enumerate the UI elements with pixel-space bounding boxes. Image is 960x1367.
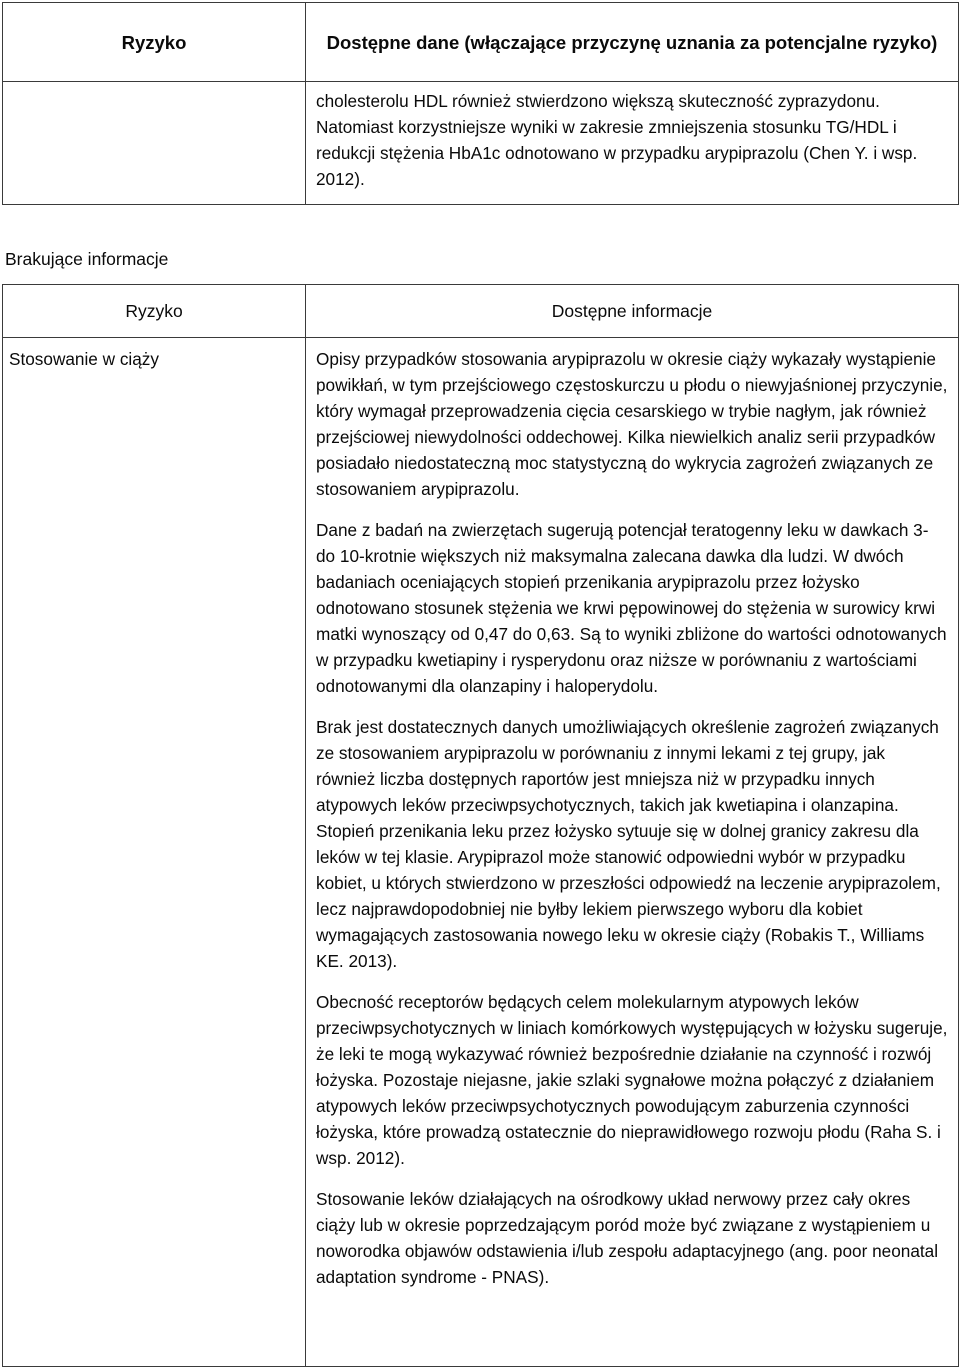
info-paragraph: Obecność receptorów będących celem molekularnym atypowych leków przeciwpsychotycznych w liniach komórkowych występujących w łożysku sugeruje, że leki te mogą wykazywać również bezpośrednie działanie na czynność i rozwój łożyska. Pozostaje niejasne, jakie szlaki sygnałowe można połączyć z działaniem atypowych leków przeciwpsychotycznych powodującym zaburzenia czynności łożyska, które prowadzą ostatecznie do nieprawidłowego rozwoju płodu (Raha S. i wsp. 2012). <box>316 992 948 1168</box>
header-risk-cell: Ryzyko <box>3 3 306 82</box>
info-paragraph: Brak jest dostatecznych danych umożliwiających określenie zagrożeń związanych ze stosowaniem arypiprazolu w porównaniu z innymi lekami z tej grupy, jak również liczba dostępnych raportów jest mniejsza niż w przypadku innych atypowych leków przeciwpsychotycznych, takich jak kwetiapina i olanzapina. Stopień przenikania leku przez łożysko sytuuje się w dolnej granicy zakresu dla leków w tej klasie. Arypiprazol może stanowić odpowiedni wybór w przypadku kobiet, u których stwierdzono w przeszłości odpowiedź na leczenie arypiprazolem, lecz najprawdopodobniej nie byłby lekiem pierwszego wyboru dla kobiet wymagających zastosowania nowego leku w okresie ciąży (Robakis T., Williams KE. 2013). <box>316 717 941 971</box>
table-row <box>3 82 959 205</box>
risk-name-cell: Stosowanie w ciąży <box>3 338 306 1367</box>
table-row <box>3 338 959 1367</box>
table-header-row <box>3 285 959 338</box>
available-data-cell: cholesterolu HDL również stwierdzono większą skuteczność zyprazydonu. Natomiast korzystniejsze wyniki w zakresie zmniejszenia stosunku TG/HDL i redukcji stężenia HbA1c odnotowano w przypadku arypiprazolu (Chen Y. i wsp. 2012). <box>306 82 959 205</box>
header-available-data-cell: Dostępne dane (włączające przyczynę uznania za potencjalne ryzyko) <box>306 3 959 82</box>
table-header-row <box>3 3 959 82</box>
available-info-cell <box>306 338 959 1367</box>
info-paragraph: Dane z badań na zwierzętach sugerują potencjał teratogenny leku w dawkach 3- do 10-krotnie większych niż maksymalna zalecana dawka dla ludzi. W dwóch badaniach oceniających stopień przenikania arypiprazolu przez łożysko odnotowano stosunek stężenia we krwi pępowinowej do stężenia w surowicy krwi matki wynoszący od 0,47 do 0,63. Są to wyniki zbliżone do wartości odnotowanych w przypadku kwetiapiny i rysperydonu oraz niższe w porównaniu z wartościami odnotowanymi dla olanzapiny i haloperydolu. <box>316 520 947 696</box>
section-title-missing-information: Brakujące informacje <box>5 249 169 269</box>
info-paragraph: Stosowanie leków działających na ośrodkowy układ nerwowy przez cały okres ciąży lub w okresie poprzedzającym poród może być związane z wystąpieniem u noworodka objawów odstawienia i/lub zespołu adaptacyjnego (ang. poor neonatal adaptation syndrome - PNAS). <box>316 1189 939 1287</box>
missing-information-table <box>2 284 959 1367</box>
info-paragraph: Opisy przypadków stosowania arypiprazolu w okresie ciąży wykazały wystąpienie powikłań, w tym przejściowego częstoskurczu u płodu o niewyjaśnionej przyczynie, który wymagał przeprowadzenia cięcia cesarskiego w trybie nagłym, jak również przejściowej niewydolności oddechowej. Kilka niewielkich analiz serii przypadków posiadało niedostateczną moc statystyczną do wykrycia zagrożeń związanych ze stosowaniem arypiprazolu. <box>316 349 948 499</box>
header-available-info-cell: Dostępne informacje <box>306 285 959 338</box>
header-risk-cell: Ryzyko <box>3 285 306 338</box>
risk-table-continued <box>2 2 959 205</box>
risk-cell-empty <box>3 82 306 205</box>
